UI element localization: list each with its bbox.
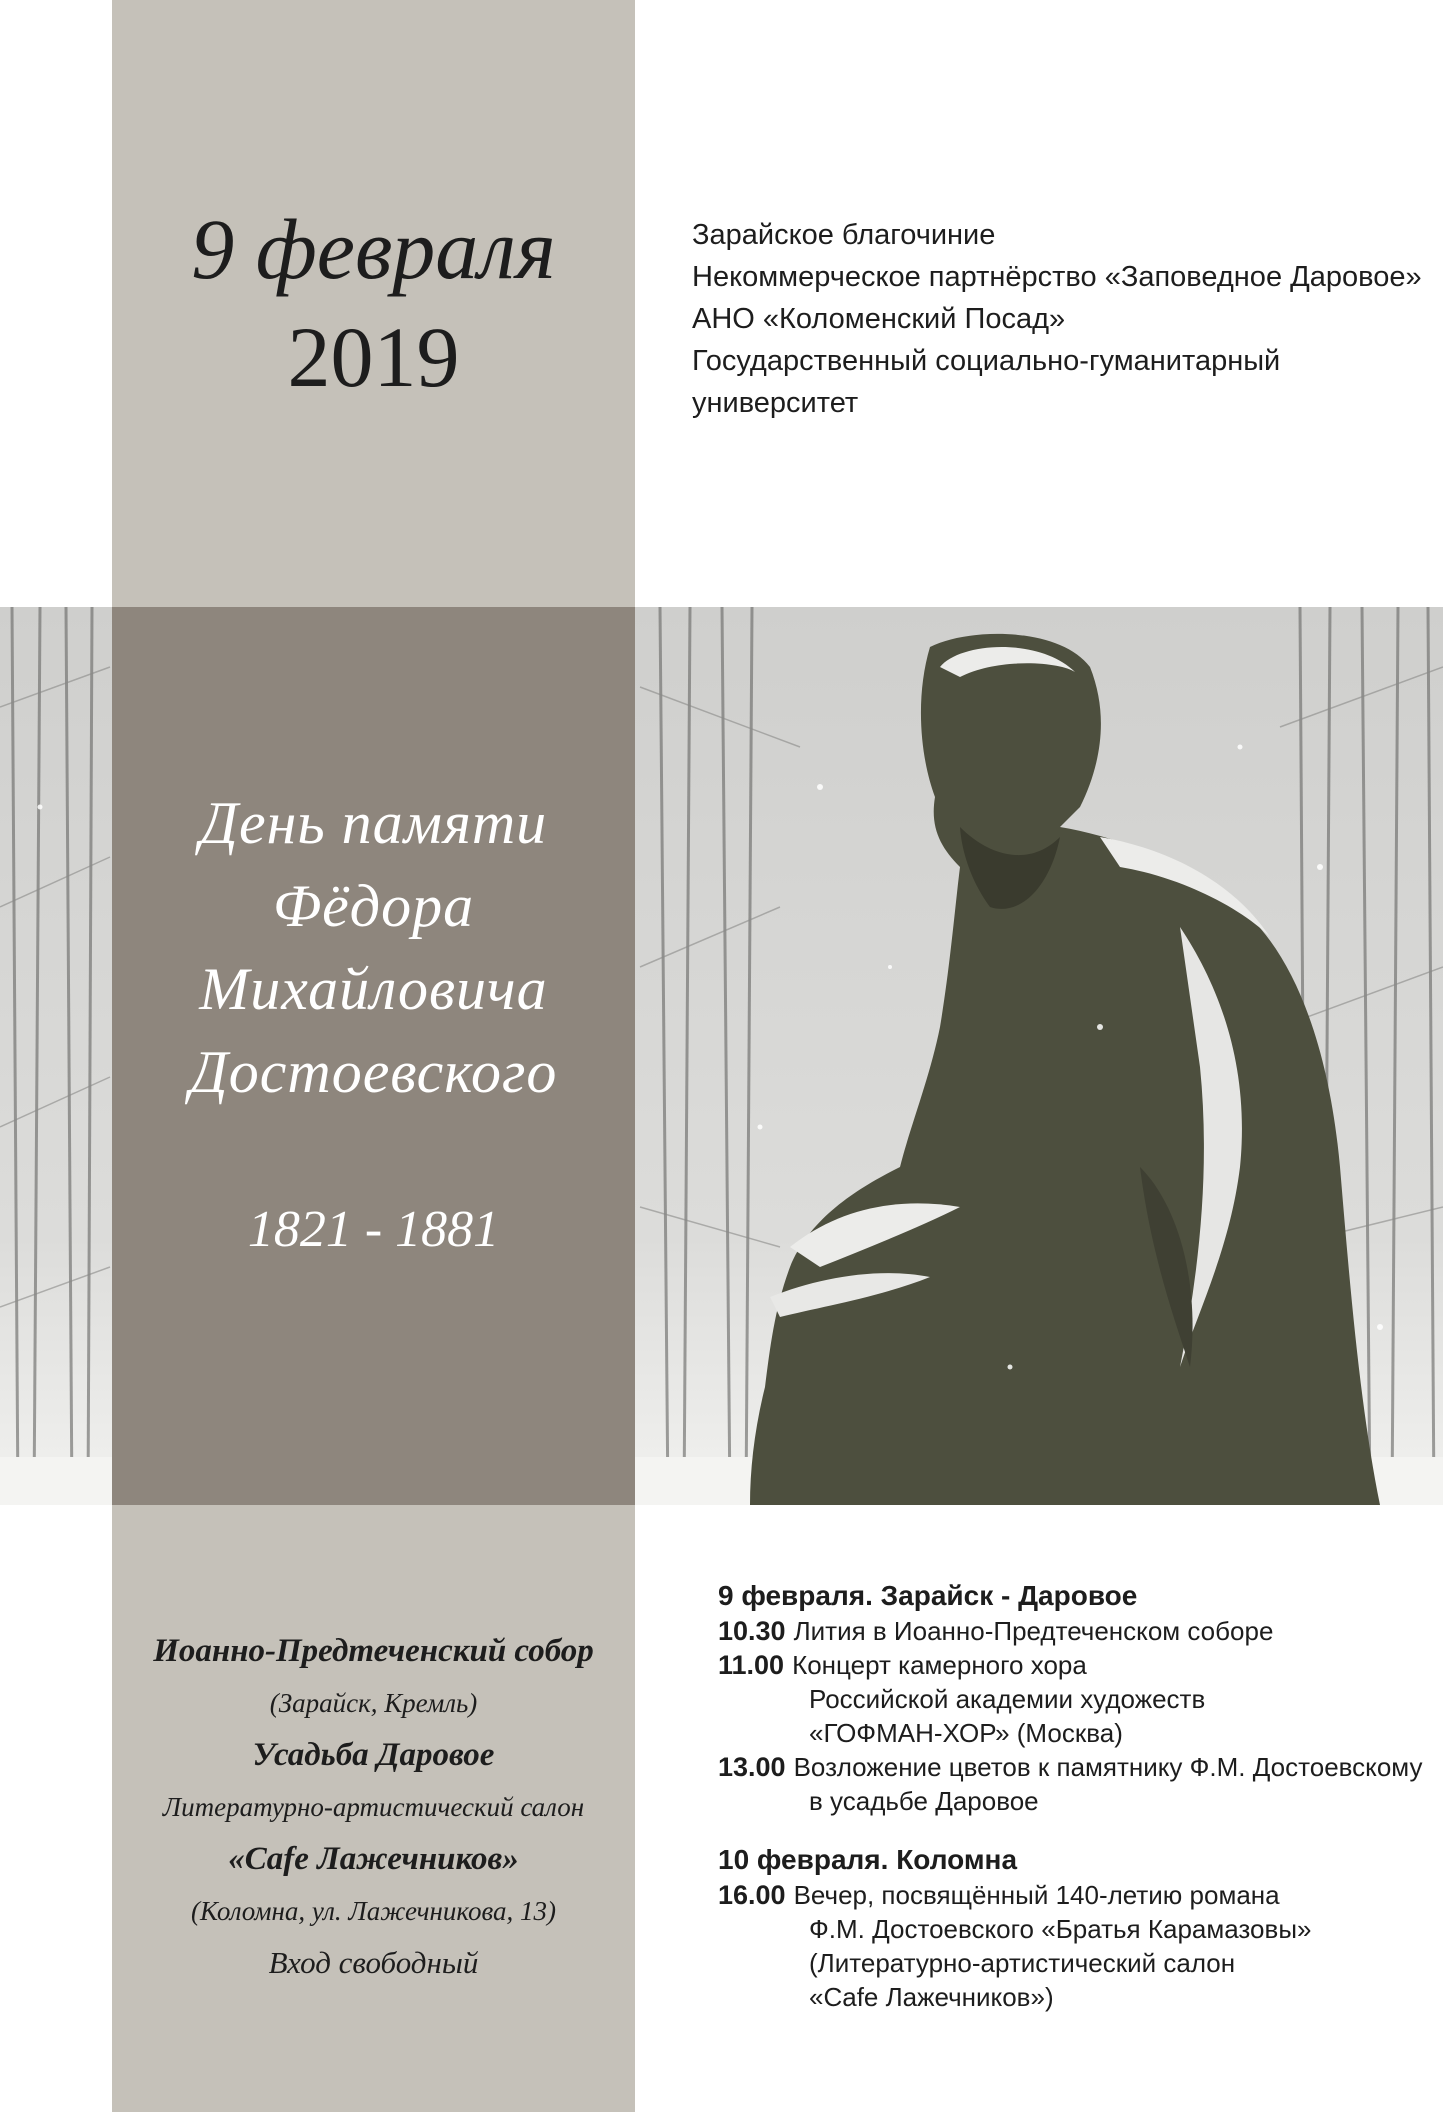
title-line: День памяти (199, 790, 548, 856)
schedule-text-cont: «Cafe Лажечников») (809, 1982, 1054, 2012)
schedule-item (718, 1648, 1433, 1682)
schedule-time: 11.00 (718, 1650, 785, 1680)
title-line: Михайловича (199, 956, 548, 1022)
organizer-item: АНО «Коломенский Посад» (692, 303, 1066, 335)
schedule-text: Вечер, посвящённый 140-летию романа (793, 1880, 1280, 1910)
schedule-item (718, 1750, 1433, 1784)
organizer-item: Зарайское благочиние (692, 219, 996, 251)
venue-salon-type: Литературно-артистический салон (162, 1792, 585, 1822)
venue-estate: Усадьба Даровое (252, 1737, 495, 1773)
title-line: Фёдора (272, 873, 475, 939)
schedule-text-cont: Российской академии художеств (809, 1684, 1206, 1714)
title-line: Достоевского (189, 1039, 558, 1105)
venue-cathedral-location: (Зарайск, Кремль) (269, 1688, 478, 1718)
schedule-day1-heading: 9 февраля. Зарайск - Даровое (718, 1580, 1138, 1611)
schedule-time: 13.00 (718, 1752, 786, 1782)
schedule-text: Возложение цветов к памятнику Ф.М. Достоевскому (793, 1752, 1423, 1782)
venue-salon-address: (Коломна, ул. Лажечникова, 13) (190, 1896, 557, 1926)
schedule-time: 10.30 (718, 1616, 786, 1646)
schedule-text: Лития в Иоанно-Предтеченском соборе (793, 1616, 1274, 1646)
event-date (112, 195, 635, 411)
venue-cathedral: Иоанно-Предтеченский собор (153, 1633, 594, 1669)
event-date-year: 2019 (287, 309, 460, 405)
schedule-item (718, 1878, 1433, 1912)
event-date-day: 9 февраля (191, 201, 556, 297)
schedule (718, 1578, 1433, 2014)
venue-salon-name: «Cafe Лажечников» (228, 1841, 519, 1877)
organizers-list (692, 214, 1432, 424)
organizer-item: Некоммерческое партнёрство «Заповедное Даровое» (692, 261, 1422, 293)
event-title (112, 782, 635, 1114)
schedule-day2-heading: 10 февраля. Коломна (718, 1844, 1018, 1875)
venues-list (112, 1625, 635, 1989)
life-years: 1821 - 1881 (247, 1201, 500, 1258)
schedule-text-cont: в усадьбе Даровое (809, 1786, 1039, 1816)
schedule-text-cont: (Литературно-артистический салон (809, 1948, 1236, 1978)
entry-note: Вход свободный (268, 1945, 479, 1980)
schedule-text-cont: «ГОФМАН-ХОР» (Москва) (809, 1718, 1123, 1748)
schedule-text-cont: Ф.М. Достоевского «Братья Карамазовы» (809, 1914, 1312, 1944)
schedule-item (718, 1614, 1433, 1648)
organizer-item: университет (692, 387, 859, 419)
organizer-item: Государственный социально-гуманитарный (692, 345, 1281, 377)
schedule-text: Концерт камерного хора (792, 1650, 1087, 1680)
schedule-time: 16.00 (718, 1880, 786, 1910)
